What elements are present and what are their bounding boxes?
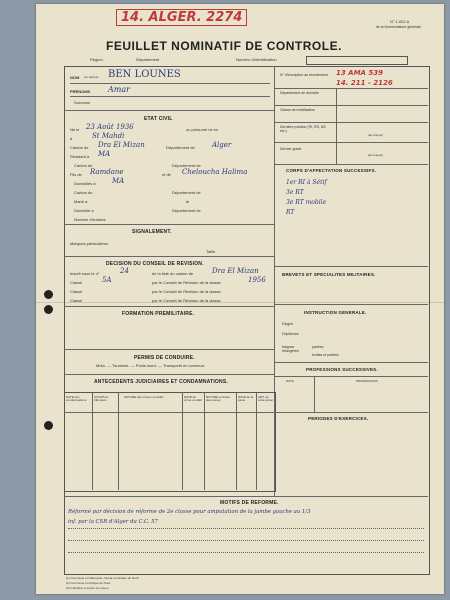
archive-stamp: 14. ALGER. 2274 (116, 9, 247, 26)
grade-label: Dernier grade (280, 147, 302, 151)
presume-label: ou présumé né en (186, 127, 219, 132)
et-label: et de (162, 172, 171, 177)
matricule-value-2: 14. 211 - 2126 (336, 79, 393, 87)
professions-heading: PROFESSIONS SUCCESSIVES. (306, 367, 378, 372)
mother-name: Cheloucha Halima (182, 168, 248, 176)
punch-hole-3 (44, 421, 53, 430)
ecrites-label: écrites et parlées (312, 353, 339, 357)
domicilie-label: Domicilié à (74, 208, 94, 213)
col-nature-peines: NATURE et durée des peines (206, 395, 230, 402)
liste-label: de la liste du canton de (152, 271, 194, 276)
canton-label: Canton de (70, 145, 89, 150)
col-date-crime: DATE du crime ou délit (184, 395, 202, 402)
residant-label: Résidant à (70, 154, 90, 159)
instruction-heading: INSTRUCTION GENERALE. (304, 310, 367, 315)
corps-entry-4: RT (286, 209, 295, 216)
col-cours: COURS et tribunaux (94, 395, 109, 402)
position-label: Dernière position (RI, RD, AS, etc.) (280, 125, 327, 133)
col-date-condamnations: DATE des condamnations (66, 395, 87, 402)
identification-box (306, 56, 408, 65)
form-number-sub: de la Nomenclature générale (376, 25, 421, 29)
residant-value: MA (98, 150, 111, 158)
corps-entry-1: 1er RI à Sétif (286, 179, 327, 186)
motifs-text-1: Réformé par décision de réforme de 2e classe pour amputation de la jambe gauche au 1/3 (68, 509, 311, 515)
canton3-label: Canton de (74, 190, 93, 195)
nom-label: NOM (70, 75, 80, 80)
col-nature-crimes: NATURE des crimes ou délits (124, 395, 164, 399)
footnote-3: (3) Indication à porter au crayon. (66, 586, 110, 590)
diplomes-label: Diplômes (282, 331, 299, 336)
dept4-label: Département de (172, 208, 201, 213)
decision-heading: DECISION DU CONSEIL DE REVISION. (106, 261, 204, 267)
professions-col-date: DATE (286, 379, 294, 383)
father-name: Ramdane (90, 168, 124, 176)
corps-heading: CORPS D'AFFECTATION SUCCESSIFS. (286, 168, 377, 173)
dept-value: Alger (212, 141, 232, 149)
corps-entry-2: 3e RT (286, 189, 304, 196)
formation-heading: FORMATION PREMILITAIRE. (122, 311, 195, 317)
permis-subline: Moto. — Tourisme. — Poids lourd. — Transports en commun. (96, 363, 206, 368)
classe2-text: par le Conseil de Révision de la classe (152, 289, 221, 294)
punch-hole-1 (44, 290, 53, 299)
canton-value: Dra El Mizan (98, 141, 145, 149)
prenoms-value: Amar (108, 85, 130, 94)
punch-hole-2 (44, 305, 53, 314)
inscrit-label: Inscrit sous le n° (70, 271, 100, 276)
domicilies-value: MA (112, 177, 125, 185)
ne-le-label: Né le (70, 127, 80, 132)
periodes-heading: PERIODES D'EXERCICES. (308, 416, 369, 421)
inscrit-value: 24 (120, 267, 129, 275)
dept-label: Département de (166, 145, 195, 150)
motifs-text-2: inf. par la CSR d'Alger du C.C. 57 (68, 519, 159, 525)
dept3-label: Département de (172, 190, 201, 195)
prenoms-label: PRÉNOMS (70, 89, 91, 94)
record-sheet (36, 4, 444, 594)
nom-hint: (en lettres) (84, 75, 99, 79)
langues-label: langues étrangères (282, 345, 299, 353)
form-title: FEUILLET NOMINATIF DE CONTROLE. (106, 39, 342, 53)
permis-heading: PERMIS DE CONDUIRE. (134, 355, 195, 361)
mobilisation-label: Classe de mobilisation (280, 108, 316, 112)
professions-col-prof: PROFESSIONS (356, 379, 378, 383)
domicilies-label: Domiciliés à (74, 181, 96, 186)
matricule-label: N° d'inscription au recrutement (280, 73, 328, 77)
col-date-peine: DATE de la peine (238, 395, 254, 402)
canton2-label: Canton de (74, 163, 93, 168)
motifs-heading: MOTIFS DE REFORME. (220, 500, 279, 506)
grade-hint: (au crayon) (368, 153, 384, 157)
classe1-text: par le Conseil de Révision de la classe (152, 280, 221, 285)
taille-label: Taille (206, 249, 216, 254)
position-hint: (au crayon) (368, 133, 384, 137)
classe1-year: 1956 (248, 276, 266, 284)
classe1-value: 5A (102, 276, 112, 284)
parlees-label: parlées (312, 345, 324, 349)
a-label: à (70, 136, 73, 141)
classe3-text: par le Conseil de Révision de la classe (152, 298, 221, 303)
corps-entry-3: 3e RT mobile (286, 199, 327, 206)
footnote-1: (1) Commune en Métropole, Douar en Afrique du Nord. (66, 576, 140, 580)
antecedents-table (64, 392, 276, 492)
enfants-label: Nombre d'enfants (74, 217, 106, 222)
department-label: Département (136, 57, 160, 62)
surnoms-label: Surnoms (74, 100, 91, 105)
signalement-heading: SIGNALEMENT. (132, 229, 172, 235)
classe2-label: Classé (70, 289, 83, 294)
dept2-label: Département de (172, 163, 201, 168)
col-art-code: ART. du code pénal (258, 395, 273, 402)
nom-value: BEN LOUNES (108, 69, 181, 80)
brevets-heading: BREVETS ET SPECIALITES MILITAIRES. (282, 272, 376, 277)
domicile-label: Département de domicile (280, 91, 319, 95)
footnote-2: (2) Commune en Afrique du Nord. (66, 581, 112, 585)
identification-label: Numéro d'identification (236, 57, 277, 62)
antecedents-heading: ANTECEDENTS JUDICIAIRES ET CONDAMNATIONS. (94, 379, 228, 385)
marie-label: Marié à (74, 199, 88, 204)
birth-place: St Mahdi (92, 132, 125, 140)
classe1-label: Classé (70, 280, 83, 285)
form-number: N° 1.002 A (390, 19, 410, 24)
degre-label: Degré (282, 321, 293, 326)
matricule-value-1: 13 AMA 539 (336, 69, 384, 77)
le-label: le (186, 199, 190, 204)
classe3-label: Classé (70, 298, 83, 303)
marques-label: Marques particulières (70, 241, 109, 246)
region-label: Région (90, 57, 103, 62)
birth-date: 23 Août 1936 (86, 123, 134, 131)
etat-civil-heading: ETAT CIVIL (144, 116, 173, 122)
liste-value: Dra El Mizan (212, 267, 259, 275)
fils-label: Fils de (70, 172, 82, 177)
